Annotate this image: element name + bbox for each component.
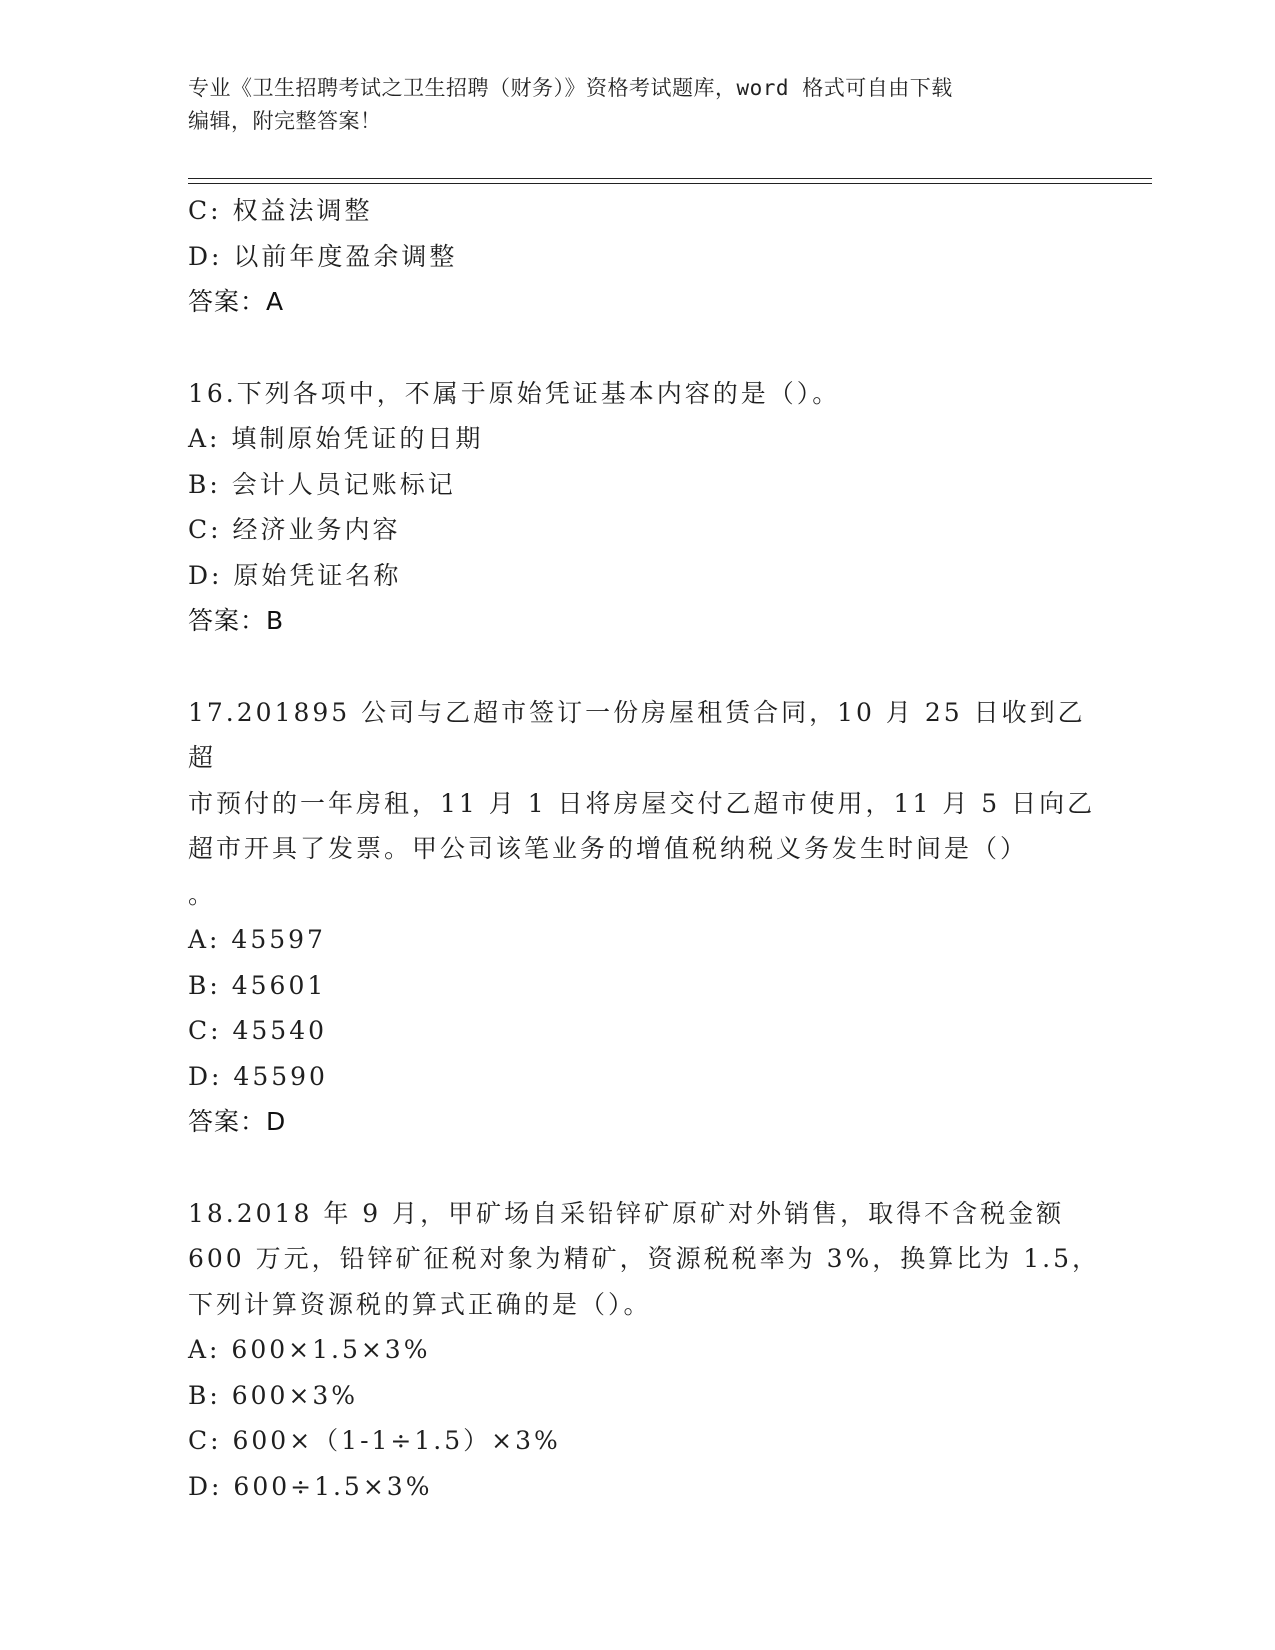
header-divider-top	[188, 178, 1152, 179]
option-a: A: 45597	[188, 925, 326, 954]
option-b: B: 45601	[188, 970, 327, 1000]
header-line-1: 专业《卫生招聘考试之卫生招聘（财务）》资格考试题库，word 格式可自由下载	[188, 76, 953, 100]
option-d: D: 以前年度盈余调整	[188, 241, 458, 271]
question-stem-line: 下列计算资源税的算式正确的是（）。	[188, 1289, 652, 1319]
header-divider-bottom	[188, 183, 1152, 184]
question-stem-line: 超市开具了发票。甲公司该笔业务的增值税纳税义务发生时间是（）	[188, 834, 1029, 863]
question-17	[188, 690, 1108, 1145]
question-16	[188, 371, 1108, 644]
option-d: D: 45590	[188, 1061, 328, 1091]
question-stem-line: 17.201895 公司与乙超市签订一份房屋租赁合同，10 月 25 日收到乙超	[188, 697, 1086, 772]
question-15-continued	[188, 188, 1108, 325]
document-header	[188, 72, 1088, 138]
question-stem: 16.下列各项中，不属于原始凭证基本内容的是（）。	[188, 378, 841, 408]
option-b: B: 600×3%	[188, 1380, 359, 1410]
spacer	[188, 325, 1108, 371]
option-d: D: 600÷1.5×3%	[188, 1471, 433, 1501]
question-18	[188, 1191, 1108, 1510]
spacer	[188, 1145, 1108, 1191]
option-c: C: 经济业务内容	[188, 515, 401, 544]
option-c: C: 权益法调整	[188, 196, 373, 225]
option-a: A: 600×1.5×3%	[188, 1335, 431, 1364]
option-d: D: 原始凭证名称	[188, 560, 402, 590]
option-a: A: 填制原始凭证的日期	[188, 424, 484, 453]
option-b: B: 会计人员记账标记	[188, 469, 456, 499]
answer-label: 答案：B	[188, 606, 285, 635]
answer-label: 答案：D	[188, 1107, 287, 1136]
option-c: C: 45540	[188, 1016, 328, 1045]
question-list	[188, 188, 1108, 1509]
question-stem-line: 18.2018 年 9 月，甲矿场自采铅锌矿原矿对外销售，取得不含税金额	[188, 1198, 1065, 1228]
header-line-2: 编辑，附完整答案！	[188, 109, 382, 133]
spacer	[188, 644, 1108, 690]
question-stem-line: 。	[188, 879, 217, 909]
question-stem-line: 600 万元，铅锌矿征税对象为精矿，资源税税率为 3%，换算比为 1.5，	[188, 1244, 1100, 1273]
option-c: C: 600×（1-1÷1.5）×3%	[188, 1426, 561, 1455]
answer-label: 答案：A	[188, 287, 285, 316]
question-stem-line: 市预付的一年房租，11 月 1 日将房屋交付乙超市使用，11 月 5 日向乙	[188, 788, 1096, 818]
